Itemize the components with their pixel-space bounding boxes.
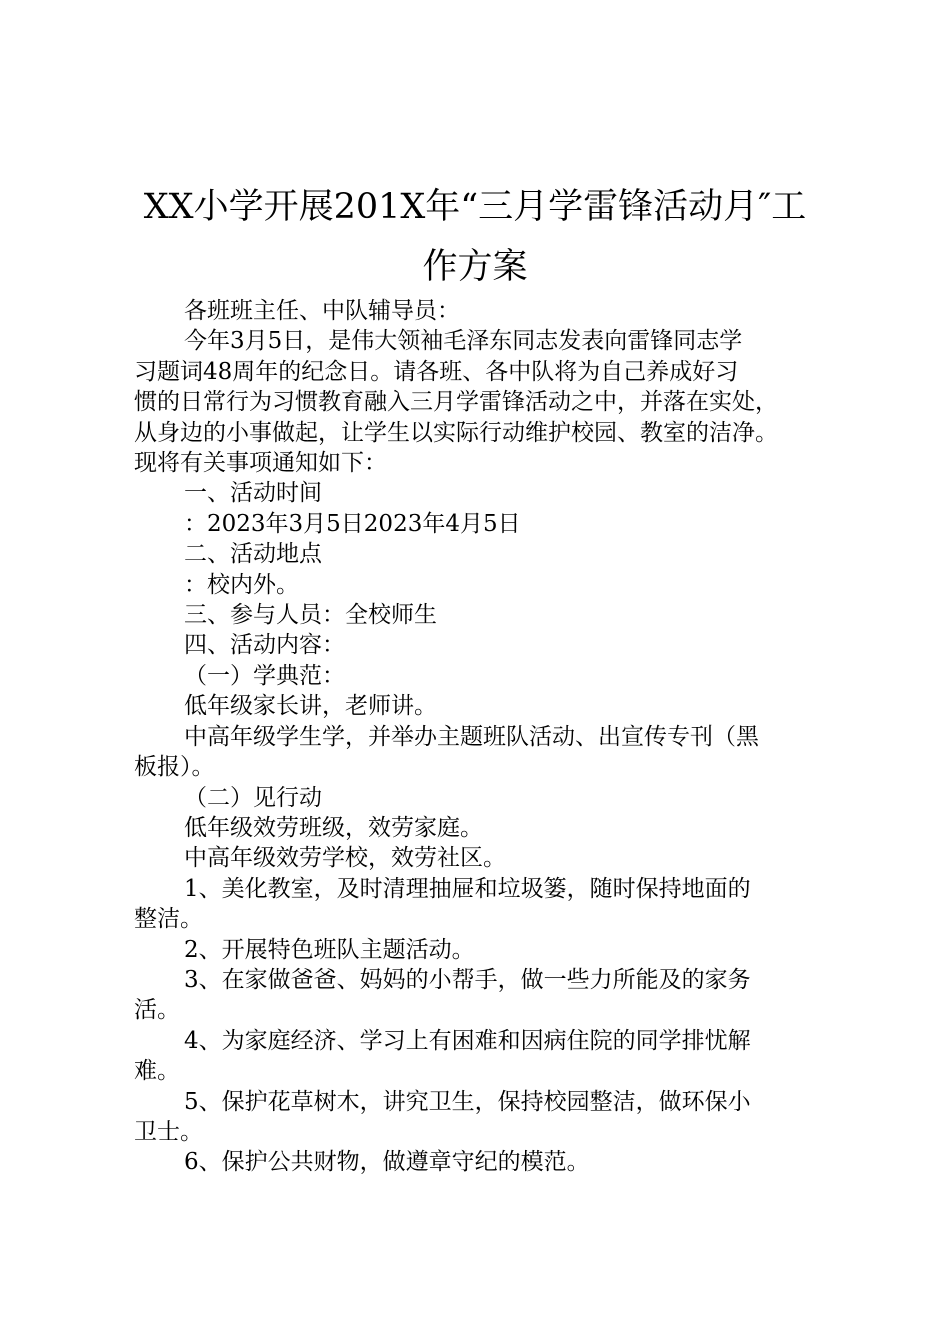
document-title-line2: 作方案 — [422, 247, 528, 287]
intro-line-1: 今年3月5日，是伟大领袖毛泽东同志发表向雷锋同志学 — [184, 328, 743, 355]
intro-line-5: 现将有关事项通知如下： — [134, 450, 387, 477]
document-title-line1: XX小学开展201X年“三月学雷锋活动月″工 — [143, 187, 807, 227]
item3-line1: 3、在家做爸爸、妈妈的小帮手，做一些力所能及的家务 — [184, 966, 751, 993]
sub1-heading: （一）学典范： — [184, 662, 345, 689]
sub2-mid: 中高年级效劳学校，效劳社区。 — [184, 845, 506, 872]
sub2-heading: （二）见行动 — [184, 784, 322, 811]
intro-line-4: 从身边的小事做起，让学生以实际行动维护校园、教室的洁净。 — [134, 419, 778, 446]
item6: 6、保护公共财物，做遵章守纪的模范。 — [184, 1149, 590, 1176]
greeting: 各班班主任、中队辅导员： — [184, 298, 460, 324]
item5-line1: 5、保护花草树木，讲究卫生，保持校园整洁，做环保小 — [184, 1088, 751, 1115]
item3-line2: 活。 — [134, 997, 180, 1024]
section2-value: ：校内外。 — [184, 571, 299, 598]
section1-heading: 一、活动时间 — [184, 480, 322, 507]
section1-value: ：2023年3月5日2023年4月5日 — [184, 510, 521, 537]
item4-line1: 4、为家庭经济、学习上有困难和因病住院的同学排忧解 — [184, 1027, 751, 1054]
sub1-low: 低年级家长讲，老师讲。 — [184, 693, 437, 720]
intro-line-3: 惯的日常行为习惯教育融入三月学雷锋活动之中，并落在实处， — [134, 389, 778, 416]
document-body — [134, 296, 840, 1178]
sub2-low: 低年级效劳班级，效劳家庭。 — [184, 814, 483, 841]
section4-heading: 四、活动内容： — [184, 632, 345, 659]
item4-line2: 难。 — [134, 1058, 180, 1085]
sub1-mid-line1: 中高年级学生学，并举办主题班队活动、出宣传专刊（黑 — [184, 723, 759, 750]
sub1-mid-line2: 板报）。 — [134, 754, 215, 781]
item2: 2、开展特色班队主题活动。 — [184, 936, 475, 963]
section2-heading: 二、活动地点 — [184, 541, 322, 568]
item5-line2: 卫士。 — [134, 1118, 203, 1145]
intro-line-2: 习题词48周年的纪念日。请各班、各中队将为自己养成好习 — [134, 358, 739, 385]
item1-line2: 整洁。 — [134, 906, 203, 933]
section3: 三、参与人员：全校师生 — [184, 602, 437, 629]
item1-line1: 1、美化教室，及时清理抽屉和垃圾篓，随时保持地面的 — [184, 875, 751, 902]
